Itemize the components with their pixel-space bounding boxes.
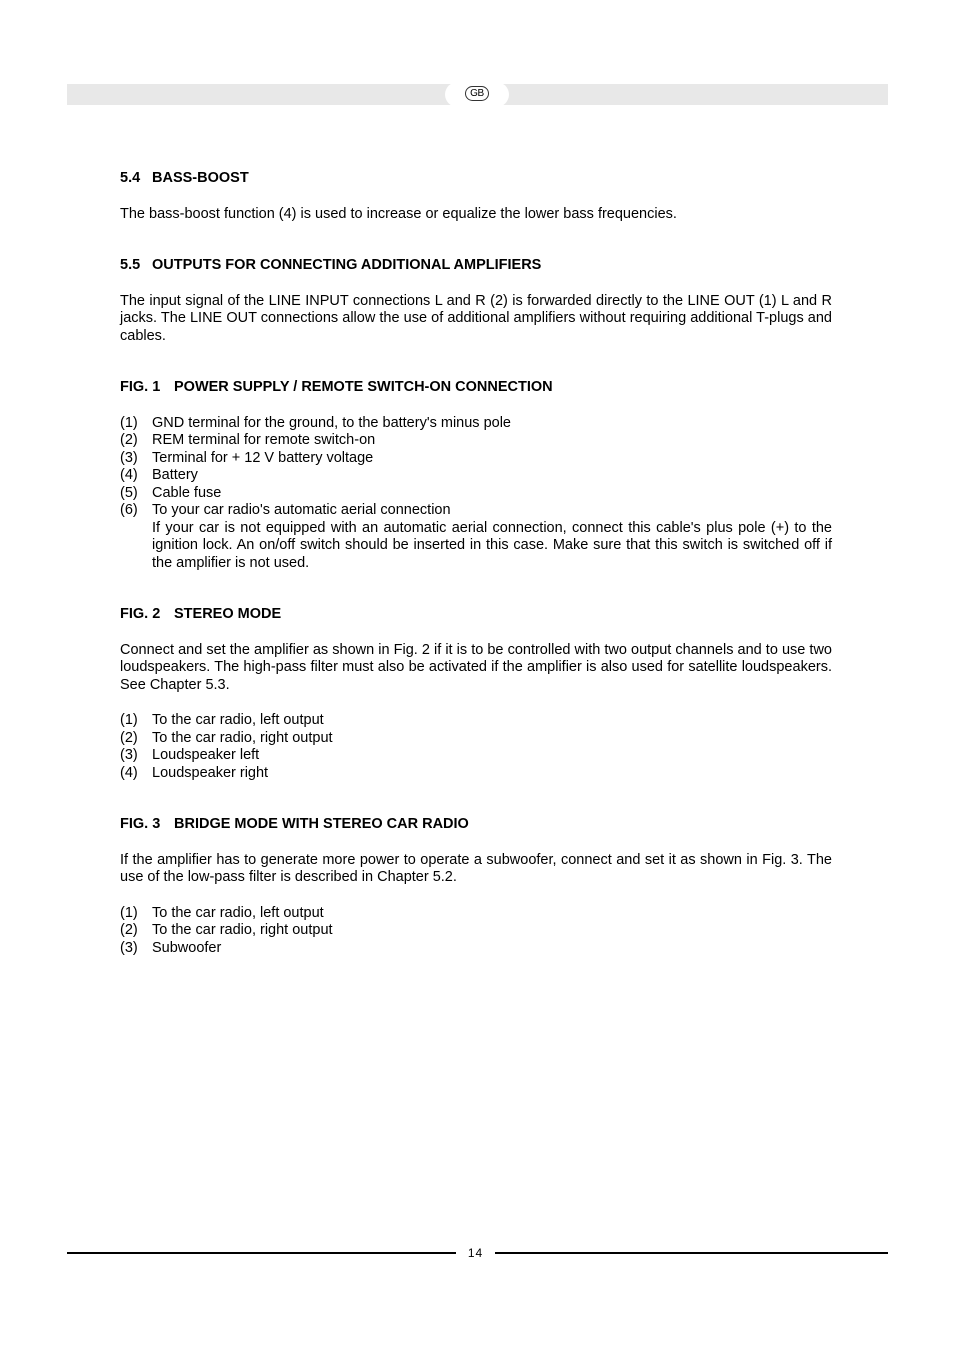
section-title: STEREO MODE: [174, 606, 282, 622]
section-number: 5.4: [120, 170, 141, 186]
section-paragraph: If the amplifier has to generate more power to operate a subwoofer, connect and set it as shown in Fig. 3. The use of the low-pass filter is described in Chapter 5.2.: [120, 851, 832, 885]
section-heading: [120, 606, 832, 624]
section-number: FIG. 3: [120, 816, 161, 832]
item-text: GND terminal for the ground, to the battery's minus pole: [152, 414, 511, 431]
list-item: [120, 467, 832, 485]
list-item: [120, 432, 832, 450]
section-heading: [120, 257, 832, 275]
item-number: (4): [120, 467, 138, 483]
list-item: [120, 415, 832, 433]
list-item: [120, 747, 832, 765]
list-item: [120, 712, 832, 730]
item-text: To your car radio's automatic aerial connection: [152, 502, 451, 518]
item-number: (4): [120, 764, 138, 781]
section-title: BRIDGE MODE WITH STEREO CAR RADIO: [174, 816, 469, 832]
item-number: (3): [120, 747, 138, 763]
item-number: (1): [120, 414, 138, 431]
item-text: Loudspeaker right: [152, 764, 269, 781]
list-item: [120, 502, 832, 572]
list-item: [120, 485, 832, 503]
item-number: (2): [120, 729, 138, 746]
section-fig-2: [120, 606, 832, 782]
item-text: Terminal for + 12 V battery voltage: [152, 449, 374, 466]
section-number: FIG. 1: [120, 379, 161, 395]
section-bass-boost: [120, 170, 832, 223]
item-text: Loudspeaker left: [152, 747, 260, 763]
list-item: [120, 730, 832, 748]
item-number: (6): [120, 502, 138, 518]
list-item: [120, 765, 832, 783]
section-title: POWER SUPPLY / REMOTE SWITCH-ON CONNECTION: [174, 379, 553, 395]
footer-rule-right: [495, 1252, 888, 1254]
item-text: To the car radio, left output: [152, 904, 324, 921]
item-number: (1): [120, 904, 138, 921]
language-badge: GB: [465, 86, 489, 101]
list-item: [120, 922, 832, 940]
list-item: [120, 905, 832, 923]
list-item: [120, 940, 832, 958]
item-text: To the car radio, right output: [152, 729, 333, 746]
page-number: 14: [467, 1246, 484, 1260]
item-list: [120, 905, 832, 958]
section-paragraph: The input signal of the LINE INPUT connections L and R (2) is forwarded directly to the LINE OUT (1) L and R jacks. The LINE OUT connections allow the use of additional amplifiers without requiring additional T-plugs and cables.: [120, 292, 832, 344]
item-list: [120, 712, 832, 782]
item-text: Battery: [152, 467, 198, 483]
section-heading: [120, 170, 832, 188]
item-text: To the car radio, right output: [152, 922, 333, 938]
item-number: (2): [120, 922, 138, 938]
section-number: FIG. 2: [120, 606, 161, 622]
item-text: Cable fuse: [152, 484, 222, 501]
section-number: 5.5: [120, 257, 141, 273]
item-number: (1): [120, 712, 138, 728]
section-paragraph: The bass-boost function (4) is used to increase or equalize the lower bass frequencies.: [120, 205, 677, 222]
footer-rule-left: [67, 1252, 456, 1254]
list-item: [120, 450, 832, 468]
item-text: Subwoofer: [152, 939, 222, 956]
item-text: To the car radio, left output: [152, 712, 324, 728]
section-heading: [120, 816, 832, 834]
item-number: (5): [120, 484, 138, 501]
section-outputs: [120, 257, 832, 345]
item-number: (3): [120, 939, 138, 956]
page-content: [120, 170, 832, 957]
item-number: (2): [120, 432, 138, 448]
section-fig-3: [120, 816, 832, 957]
section-title: OUTPUTS FOR CONNECTING ADDITIONAL AMPLIFIERS: [152, 257, 542, 273]
section-title: BASS-BOOST: [152, 170, 249, 186]
item-note: If your car is not equipped with an automatic aerial connection, connect this cable's plus pole (+) to the ignition lock. An on/off switch should be inserted in this case. Make sure that this switch is switched off if the amplifier is not used.: [152, 519, 832, 571]
section-paragraph: Connect and set the amplifier as shown in Fig. 2 if it is to be controlled with two output channels and to use two loudspeakers. The high-pass filter must also be activated if the amplifier is also used for satellite loudspeakers. See Chapter 5.3.: [120, 641, 832, 693]
section-heading: [120, 379, 832, 397]
item-text: REM terminal for remote switch-on: [152, 432, 376, 448]
section-fig-1: [120, 379, 832, 572]
item-list: [120, 415, 832, 573]
item-number: (3): [120, 449, 138, 466]
